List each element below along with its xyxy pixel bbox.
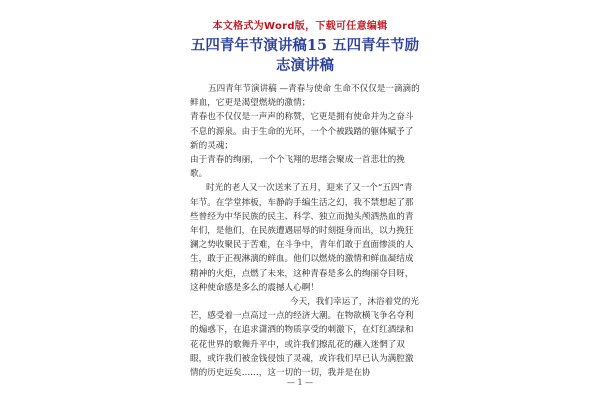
paragraph: 时光的老人又一次送来了五月，迎来了又一个“五四”青年节。在学堂摔板，车静韵手编生活之幻，我不禁想起了那些曾经为中华民族的民主、科学、独立而抛头颅洒热血的青年们，是他们，在民族遭遇屈辱的时刻挺身而出，以力挽狂澜之势收聚民于苦难，在斗争中，青年们敢于直面惨淡的人生，敢于正视淋漓的鲜血。他们以燃烧的激情和鲜血凝结成精神的火炬，点燃了未来，这种青春是多么的绚丽夺目呀，这种使命感是多么的震撼人心啊！ <box>190 183 414 293</box>
page-title: 五四青年节演讲稿15 五四青年节励志演讲稿 <box>190 37 420 74</box>
paragraph: 青春也不仅仅是一声声的称赞，它更是拥有使命并为之奋斗不息的源泉。由于生命的光环，一个个被践踏的躯体赋予了新的灵魂； <box>190 112 414 151</box>
article-body <box>190 82 420 380</box>
paragraph: 今天，我们幸运了，沐浴着党的光芒，感受着一点高过一点的经济大潮。在物欲横飞争名夺利的煽惑下，在追求潇洒的物质享受的刺激下，在灯红酒绿和花花世界的歌舞升平中，或许我们擦乱花的蘸入迷惘了双眼，或许我们被金钱侵蚀了灵魂，或许我们早已认为满腔激情的历史远矣……，这一切的一切，我并是在协 <box>190 297 419 379</box>
download-notice: 本文格式为Word版，下载可任意编辑 <box>212 21 388 32</box>
paragraph: 由于青春的绚丽，一个个飞翔的思绪会聚成一首悲壮的挽歌。 <box>190 155 405 180</box>
page-number: — 1 — <box>286 378 314 387</box>
paragraph: 五四青年节演讲稿 —青春与使命 生命不仅仅是一滴滴的鲜血，它更是渴望燃烧的激情； <box>190 84 420 109</box>
